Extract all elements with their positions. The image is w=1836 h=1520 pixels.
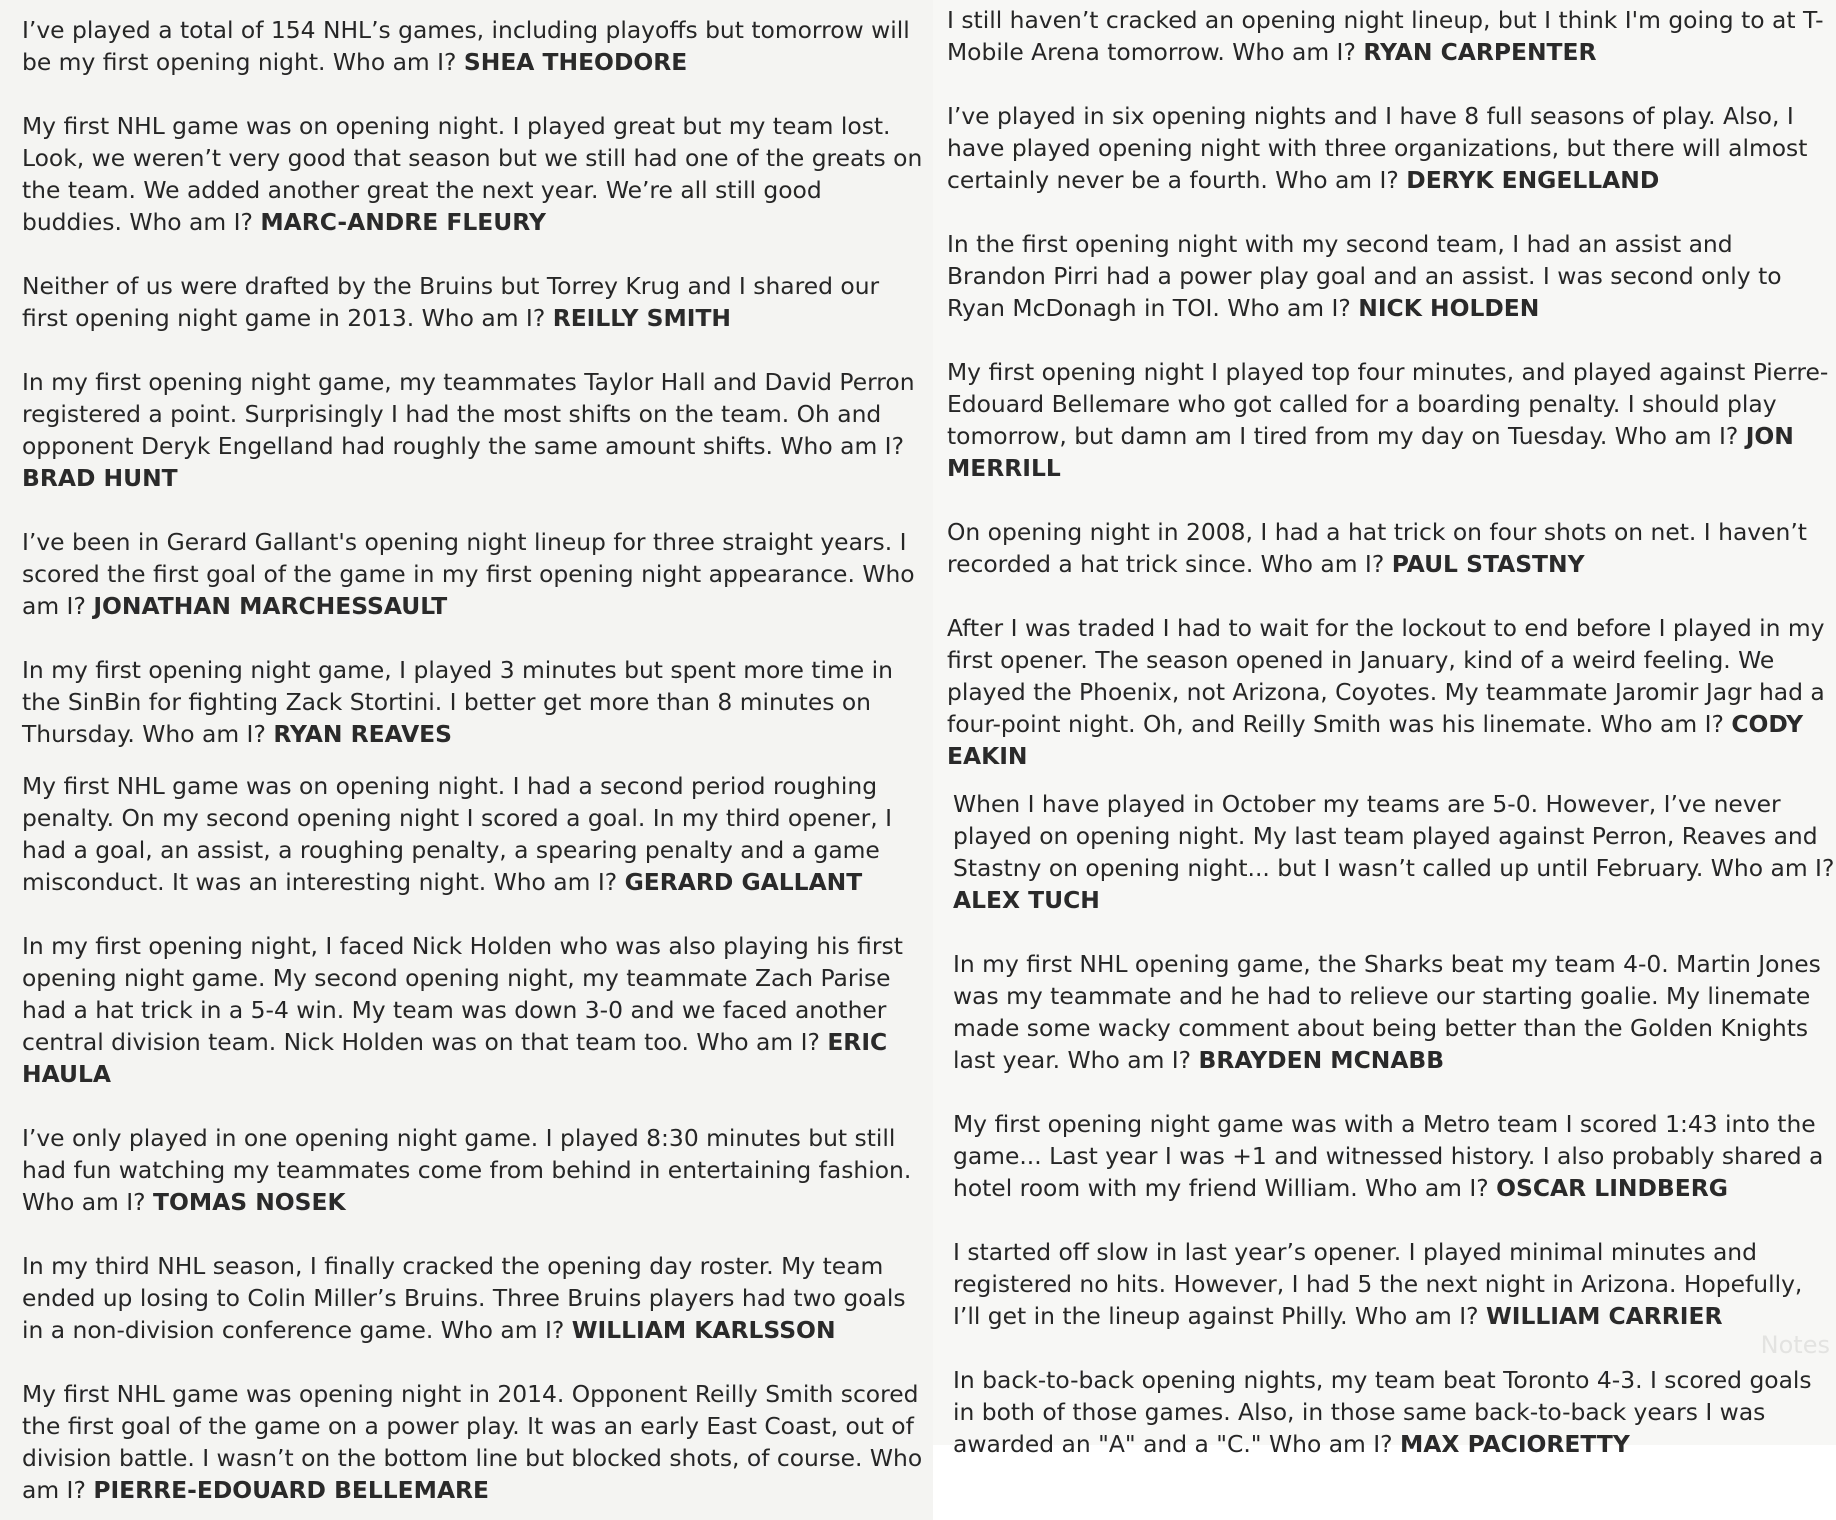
- clue-text: I still haven’t cracked an opening night lineup, but I think I'm going to at T-Mobile Arena tomorrow. Who am I?: [947, 6, 1824, 66]
- answer-name: DERYK ENGELLAND: [1406, 166, 1660, 194]
- answer-name: BRAYDEN MCNABB: [1198, 1046, 1445, 1074]
- notes-watermark: Notes: [1760, 1331, 1830, 1359]
- answer-name: WILLIAM KARLSSON: [571, 1316, 836, 1344]
- trivia-entry: [947, 356, 1836, 484]
- trivia-entry: [947, 1364, 1836, 1460]
- answer-name: JON MERRILL: [947, 422, 1794, 482]
- trivia-entry: [22, 14, 925, 78]
- clue-text: Neither of us were drafted by the Bruins but Torrey Krug and I shared our first opening night game in 2013. Who am I?: [22, 272, 880, 332]
- answer-name: REILLY SMITH: [552, 304, 731, 332]
- trivia-entry: [947, 788, 1836, 916]
- clue-text: In back-to-back opening nights, my team beat Toronto 4-3. I scored goals in both of those games. Also, in those same back-to-back years I was awarded an "A" and a "C." Who am I?: [953, 1366, 1812, 1458]
- clue-text: My first NHL game was on opening night. I played great but my team lost. Look, we weren’t very good that season but we still had one of the greats on the team. We added another great the next year. We’re all still good buddies. Who am I?: [22, 112, 923, 236]
- answer-name: MAX PACIORETTY: [1400, 1430, 1630, 1458]
- clue-text: I’ve played in six opening nights and I have 8 full seasons of play. Also, I have played opening night with three organizations, but there will almost certainly never be a fourth. Who am I?: [947, 102, 1808, 194]
- answer-name: ALEX TUCH: [953, 886, 1100, 914]
- trivia-entry: [947, 1236, 1836, 1332]
- clue-text: I started off slow in last year’s opener. I played minimal minutes and registered no hits. However, I had 5 the next night in Arizona. Hopefully, I’ll get in the lineup against Philly. Who am I?: [953, 1238, 1803, 1330]
- answer-name: GERARD GALLANT: [624, 868, 863, 896]
- answer-name: CODY EAKIN: [947, 710, 1804, 770]
- trivia-entry: [947, 228, 1836, 324]
- answer-name: RYAN REAVES: [273, 720, 452, 748]
- right-column: [933, 0, 1836, 1458]
- clue-text: I’ve been in Gerard Gallant's opening night lineup for three straight years. I scored the first goal of the game in my first opening night appearance. Who am I?: [22, 528, 915, 620]
- clue-text: My first NHL game was on opening night. I had a second period roughing penalty. On my second opening night I scored a goal. In my third opener, I had a goal, an assist, a roughing penalty, a spearing penalty and a game misconduct. It was an interesting night. Who am I?: [22, 772, 893, 896]
- clue-text: In my third NHL season, I finally cracked the opening day roster. My team ended up losing to Colin Miller’s Bruins. Three Bruins players had two goals in a non-division conference game. Who am I?: [22, 1252, 906, 1344]
- trivia-entry: [947, 100, 1836, 196]
- answer-name: JONATHAN MARCHESSAULT: [93, 592, 448, 620]
- answer-name: OSCAR LINDBERG: [1496, 1174, 1728, 1202]
- trivia-entry: [22, 930, 925, 1090]
- clue-text: My first opening night game was with a Metro team I scored 1:43 into the game... Last year I was +1 and witnessed history. I also probably shared a hotel room with my friend William. Who am I?: [953, 1110, 1824, 1202]
- trivia-entry: [22, 270, 925, 334]
- answer-name: NICK HOLDEN: [1358, 294, 1540, 322]
- trivia-entry: [947, 1108, 1836, 1204]
- clue-text: In the first opening night with my second team, I had an assist and Brandon Pirri had a power play goal and an assist. I was second only to Ryan McDonagh in TOI. Who am I?: [947, 230, 1782, 322]
- clue-text: On opening night in 2008, I had a hat trick on four shots on net. I haven’t recorded a hat trick since. Who am I?: [947, 518, 1807, 578]
- trivia-entry: [22, 1122, 925, 1218]
- answer-name: PAUL STASTNY: [1391, 550, 1585, 578]
- clue-text: I’ve played a total of 154 NHL’s games, including playoffs but tomorrow will be my first opening night. Who am I?: [22, 16, 910, 76]
- answer-name: PIERRE-EDOUARD BELLEMARE: [93, 1476, 490, 1504]
- answer-name: BRAD HUNT: [22, 464, 178, 492]
- answer-name: WILLIAM CARRIER: [1485, 1302, 1723, 1330]
- clue-text: In my first NHL opening game, the Sharks beat my team 4-0. Martin Jones was my teammate and he had to relieve our starting goalie. My linemate made some wacky comment about being better than the Golden Knights last year. Who am I?: [953, 950, 1821, 1074]
- answer-name: SHEA THEODORE: [463, 48, 688, 76]
- trivia-entry: [22, 366, 925, 494]
- answer-name: RYAN CARPENTER: [1363, 38, 1597, 66]
- clue-text: When I have played in October my teams are 5-0. However, I’ve never played on opening night. My last team played against Perron, Reaves and Stastny on opening night... but I wasn’t called up until February. Who am I?: [953, 790, 1835, 882]
- clue-text: In my first opening night game, my teammates Taylor Hall and David Perron registered a point. Surprisingly I had the most shifts on the team. Oh and opponent Deryk Engelland had roughly the same amount shifts. Who am I?: [22, 368, 915, 460]
- trivia-entry: [947, 948, 1836, 1076]
- clue-text: In my first opening night game, I played 3 minutes but spent more time in the SinBin for fighting Zack Stortini. I better get more than 8 minutes on Thursday. Who am I?: [22, 656, 893, 748]
- answer-name: TOMAS NOSEK: [153, 1188, 346, 1216]
- clue-text: My first NHL game was opening night in 2014. Opponent Reilly Smith scored the first goal of the game on a power play. It was an early East Coast, out of division battle. I wasn’t on the bottom line but blocked shots, of course. Who am I?: [22, 1380, 923, 1504]
- clue-text: After I was traded I had to wait for the lockout to end before I played in my first opener. The season opened in January, kind of a weird feeling. We played the Phoenix, not Arizona, Coyotes. My teammate Jaromir Jagr had a four-point night. Oh, and Reilly Smith was his linemate. Who am I?: [947, 614, 1825, 738]
- trivia-entry: [947, 612, 1836, 772]
- answer-name: ERIC HAULA: [22, 1028, 888, 1088]
- trivia-entry: [22, 526, 925, 622]
- answer-name: MARC-ANDRE FLEURY: [260, 208, 546, 236]
- trivia-entry: [22, 1250, 925, 1346]
- clue-text: In my first opening night, I faced Nick Holden who was also playing his first opening night game. My second opening night, my teammate Zach Parise had a hat trick in a 5-4 win. My team was down 3-0 and we faced another central division team. Nick Holden was on that team too. Who am I?: [22, 932, 903, 1056]
- trivia-entry: [22, 110, 925, 238]
- trivia-entry: [22, 770, 925, 898]
- clue-text: I’ve only played in one opening night game. I played 8:30 minutes but still had fun watching my teammates come from behind in entertaining fashion. Who am I?: [22, 1124, 912, 1216]
- trivia-entry: [947, 4, 1836, 68]
- trivia-entry: [22, 1378, 925, 1506]
- clue-text: My first opening night I played top four minutes, and played against Pierre-Edouard Bellemare who got called for a boarding penalty. I should play tomorrow, but damn am I tired from my day on Tuesday. Who am I?: [947, 358, 1829, 450]
- trivia-entry: [22, 654, 925, 750]
- trivia-entry: [947, 516, 1836, 580]
